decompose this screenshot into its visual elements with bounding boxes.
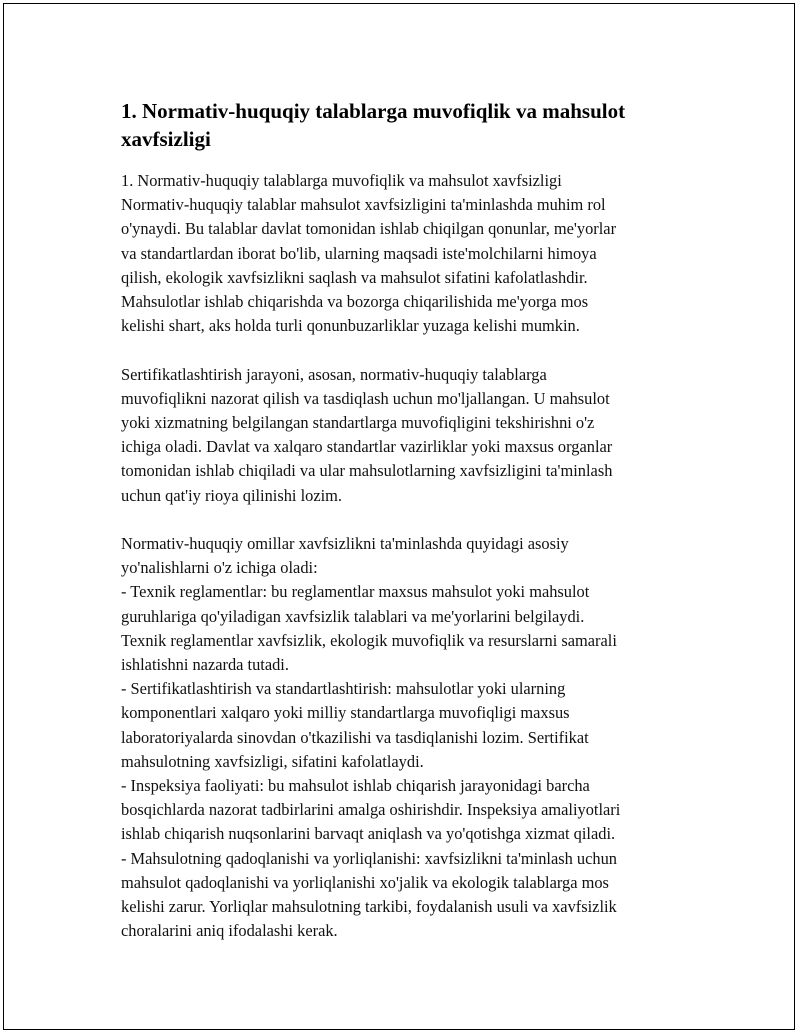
paragraph-factors [121,532,691,943]
text-line: Mahsulotlar ishlab chiqarishda va bozorga chiqarilishida me'yorga mos [121,292,589,312]
text-line: mahsulotning xavfsizligi, sifatini kafolatlaydi. [121,751,424,771]
page-frame [3,3,795,1030]
text-line: yo'nalishlarni o'z ichiga oladi: [121,558,318,578]
text-line: laboratoriyalarda sinovdan o'tkazilishi va tasdiqlanishi lozim. Sertifikat [121,727,589,747]
text-line: choralarini aniq ifodalashi kerak. [121,921,338,941]
list-item-line: - Inspeksiya faoliyati: bu mahsulot ishlab chiqarish jarayonidagi barcha [121,776,590,796]
text-line: guruhlariga qo'yiladigan xavfsizlik talablari va me'yorlarini belgilaydi. [121,606,585,626]
text-line: mahsulot qadoqlanishi va yorliqlanishi xo'jalik va ekologik talablarga mos [121,872,609,892]
text-line: tomonidan ishlab chiqiladi va ular mahsulotlarning xavfsizligini ta'minlash [121,461,613,481]
text-line: yoki xizmatning belgilangan standartlarga muvofiqligini tekshirishni o'z [121,413,595,433]
text-line: Normativ-huquqiy talablar mahsulot xavfsizligini ta'minlashda muhim rol [121,195,606,215]
paragraph-intro [121,169,691,338]
text-line: muvofiqlikni nazorat qilish va tasdiqlash uchun mo'ljallangan. U mahsulot [121,388,610,408]
title-line: 1. Normativ-huquqiy talablarga muvofiqlik va mahsulot [121,99,626,123]
document-title [121,97,691,153]
text-line: bosqichlarda nazorat tadbirlarini amalga oshirishdir. Inspeksiya amaliyotlari [121,800,621,820]
text-line: qilish, ekologik xavfsizlikni saqlash va mahsulot sifatini kafolatlashdir. [121,267,588,287]
text-line: uchun qat'iy rioya qilinishi lozim. [121,485,343,505]
paragraph-certification [121,363,691,508]
document-content [121,97,691,968]
text-line: ichiga oladi. Davlat va xalqaro standartlar vazirliklar yoki maxsus organlar [121,437,613,457]
text-line: Normativ-huquqiy omillar xavfsizlikni ta'minlashda quyidagi asosiy [121,534,569,554]
text-line: komponentlari xalqaro yoki milliy standartlarga muvofiqligi maxsus [121,703,570,723]
text-line: va standartlardan iborat bo'lib, ularning maqsadi iste'molchilarni himoya [121,243,597,263]
title-line: xavfsizligi [121,127,211,151]
text-line: kelishi shart, aks holda turli qonunbuzarliklar yuzaga kelishi mumkin. [121,316,580,336]
text-line: ishlab chiqarish nuqsonlarini barvaqt aniqlash va yo'qotishga xizmat qiladi. [121,824,616,844]
list-item-line: - Texnik reglamentlar: bu reglamentlar maxsus mahsulot yoki mahsulot [121,582,590,602]
text-line: ishlatishni nazarda tutadi. [121,655,289,675]
text-line: o'ynaydi. Bu talablar davlat tomonidan ishlab chiqilgan qonunlar, me'yorlar [121,219,617,239]
text-line: kelishi zarur. Yorliqlar mahsulotning tarkibi, foydalanish usuli va xavfsizlik [121,897,617,917]
text-line: Texnik reglamentlar xavfsizlik, ekologik muvofiqlik va resurslarni samarali [121,630,617,650]
text-line: Sertifikatlashtirish jarayoni, asosan, normativ-huquqiy talablarga [121,364,547,384]
text-line: 1. Normativ-huquqiy talablarga muvofiqlik va mahsulot xavfsizligi [121,171,562,190]
list-item-line: - Mahsulotning qadoqlanishi va yorliqlanishi: xavfsizlikni ta'minlash uchun [121,848,617,868]
list-item-line: - Sertifikatlashtirish va standartlashtirish: mahsulotlar yoki ularning [121,679,566,699]
